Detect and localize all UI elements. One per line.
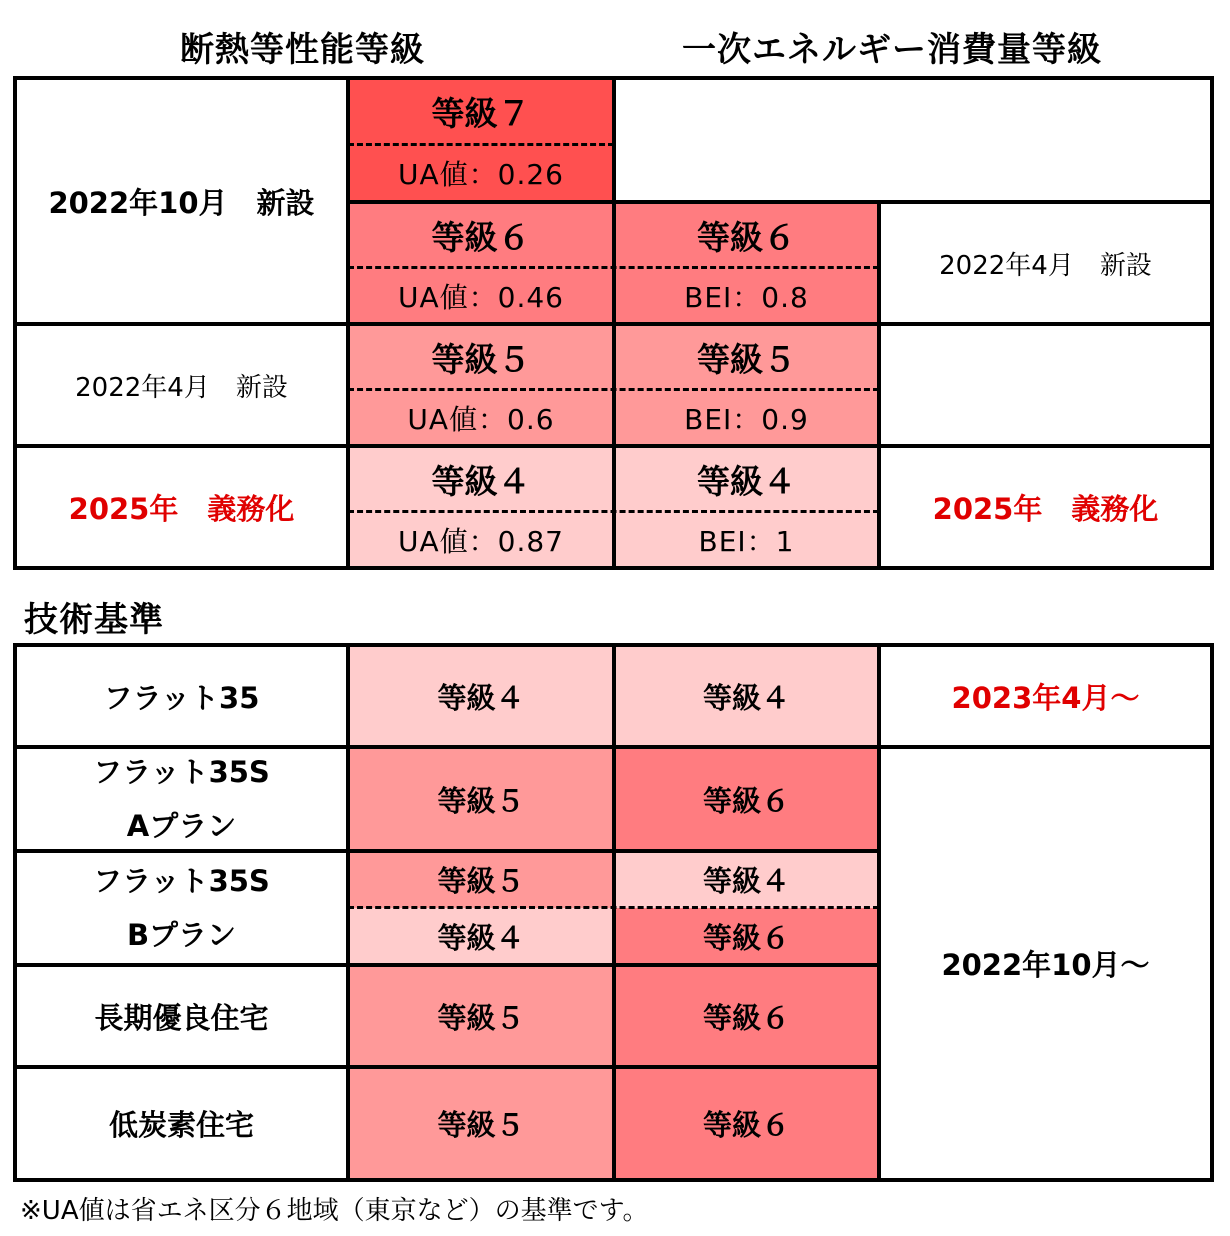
flat35-date: 2023年4月～ [951, 680, 1140, 715]
divider [612, 643, 616, 1182]
divider [13, 76, 17, 570]
row-name-line2: Aプラン [126, 809, 237, 843]
energy-grade5-label: 等級５ [697, 339, 796, 379]
long-term-insulation-grade: 等級５ [437, 1000, 525, 1035]
insulation-grade6-ua: UA値：0.46 [398, 281, 564, 314]
insulation-grade5-label: 等級５ [431, 339, 531, 379]
label-2025-mandatory: 2025年 義務化 [68, 491, 295, 526]
label-2022-apr-new: 2022年4月 新設 [75, 372, 288, 403]
divider [15, 1065, 879, 1069]
energy-grade4-label: 等級４ [697, 461, 796, 501]
footnote: ※UA値は省エネ区分６地域（東京など）の基準です。 [20, 1196, 649, 1226]
others-date: 2022年10月～ [941, 948, 1150, 982]
flat35s-b1-insulation-grade: 等級５ [437, 864, 525, 898]
flat35s-a-insulation-grade: 等級５ [437, 783, 525, 818]
row-name-line1: フラット35S [93, 755, 270, 789]
label-2022-oct-new: 2022年10月 新設 [48, 185, 315, 220]
divider [346, 200, 1214, 204]
row-name-line2: Bプラン [126, 918, 237, 952]
insulation-grade6-label: 等級６ [431, 217, 531, 257]
divider [612, 76, 616, 570]
energy-grade6-label: 等級６ [697, 217, 796, 257]
divider [1210, 643, 1214, 1182]
row-name-line1: フラット35S [93, 864, 270, 898]
heading-technical-standards: 技術基準 [24, 600, 164, 640]
row-name-flat35: フラット35 [103, 680, 260, 715]
flat35-energy-grade: 等級４ [702, 680, 790, 715]
energy-grade5-bei: BEI：0.9 [684, 403, 809, 436]
row-name-flat35s-a [15, 747, 348, 851]
flat35s-b2-insulation-grade: 等級４ [437, 921, 525, 955]
energy-grade6-bei: BEI：0.8 [684, 281, 809, 314]
heading-primary-energy-grade: 一次エネルギー消費量等級 [682, 30, 1102, 70]
energy-label-2022-apr-new: 2022年4月 新設 [939, 250, 1152, 281]
insulation-grade5-ua: UA値：0.6 [407, 403, 555, 436]
flat35s-a-energy-grade: 等級６ [702, 783, 790, 818]
divider [15, 849, 879, 853]
row-name-long-term-housing: 長期優良住宅 [94, 1000, 269, 1035]
divider [1210, 76, 1214, 570]
divider [13, 643, 17, 1182]
energy-label-2025-mandatory: 2025年 義務化 [932, 491, 1159, 526]
energy-grade4-bei: BEI：1 [698, 525, 795, 558]
insulation-grade7-label: 等級７ [431, 93, 531, 133]
divider [15, 963, 879, 967]
row-name-flat35s-b [15, 851, 348, 965]
heading-insulation-grade: 断熱等性能等級 [180, 30, 425, 70]
insulation-grade4-ua: UA値：0.87 [398, 525, 564, 558]
divider [346, 643, 350, 1182]
flat35s-b1-energy-grade: 等級４ [702, 864, 790, 898]
divider [346, 76, 350, 570]
divider [877, 200, 881, 570]
row-name-low-carbon-housing: 低炭素住宅 [108, 1108, 254, 1142]
divider [877, 643, 881, 1182]
long-term-energy-grade: 等級６ [702, 1000, 790, 1035]
divider [348, 143, 614, 146]
low-carbon-energy-grade: 等級６ [702, 1108, 790, 1142]
flat35s-b2-energy-grade: 等級６ [702, 921, 790, 955]
insulation-grade4-label: 等級４ [431, 461, 531, 501]
insulation-grade7-ua: UA値：0.26 [398, 158, 564, 191]
low-carbon-insulation-grade: 等級５ [437, 1108, 525, 1142]
flat35-insulation-grade: 等級４ [437, 680, 525, 715]
